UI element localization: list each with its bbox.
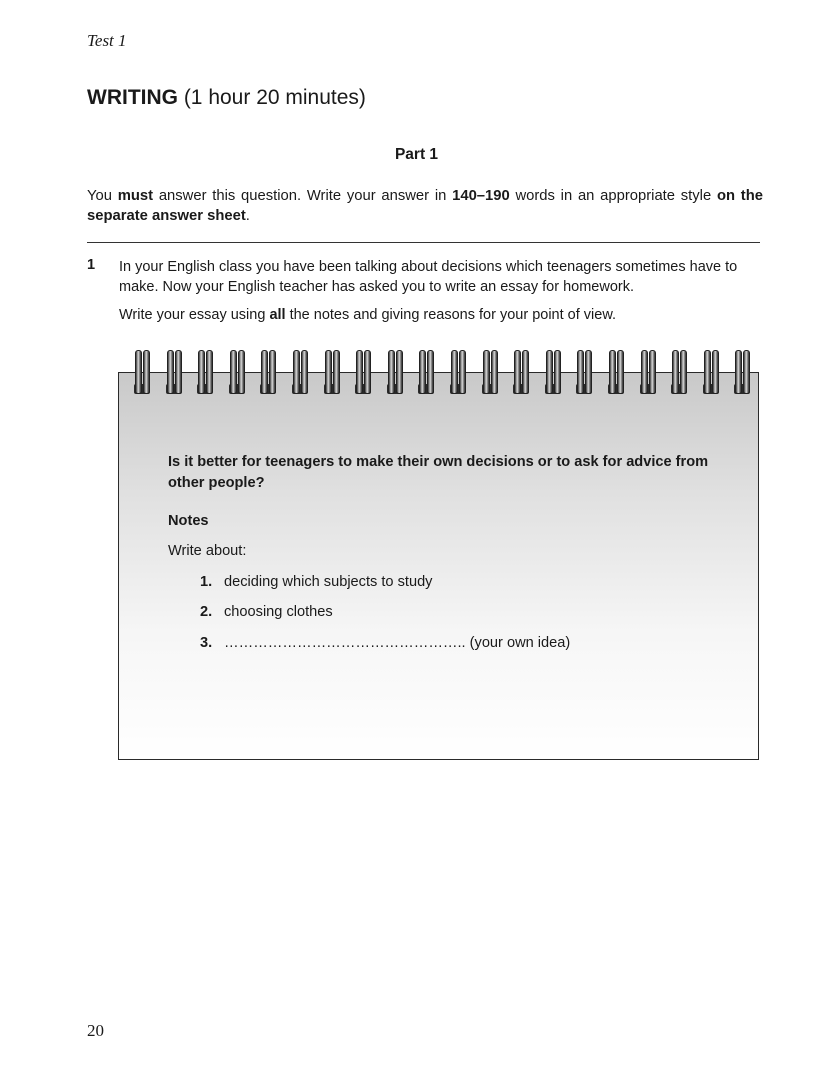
question-instruction-text-2: the notes and giving reasons for your point of view. (285, 307, 617, 323)
part-title: Part 1 (394, 146, 439, 163)
question-instruction-bold: all (269, 307, 286, 323)
spiral-ring (387, 348, 403, 398)
divider (87, 242, 760, 243)
spiral-ring (166, 348, 182, 398)
question-text: In your English class you have been talking about decisions which teenagers sometimes have to make. Now your English teacher has asked you to write an essay for homework. (119, 259, 738, 295)
instructions-text-4: . (245, 208, 250, 224)
spiral-binding (118, 348, 759, 400)
note-item-number: 2. (200, 604, 213, 620)
note-item-number: 1. (200, 574, 213, 590)
notes-label: Notes (168, 513, 209, 529)
spiral-ring (292, 348, 308, 398)
note-item (200, 574, 432, 590)
notepad-question: Is it better for teenagers to make their own decisions or to ask for advice from other people? (168, 454, 709, 491)
spiral-ring (260, 348, 276, 398)
section-title-duration: (1 hour 20 minutes) (177, 86, 366, 109)
question-instruction (119, 307, 616, 323)
write-about-label: Write about: (168, 543, 247, 559)
spiral-ring (197, 348, 213, 398)
question-number: 1 (87, 257, 96, 273)
note-item-text: ………………………………………….. (your own idea) (224, 635, 571, 651)
spiral-ring (545, 348, 561, 398)
spiral-ring (482, 348, 498, 398)
instructions-text-2: answer this question. Write your answer in (153, 188, 453, 204)
page-number: 20 (87, 1021, 104, 1040)
question-instruction-text-1: Write your essay using (119, 307, 270, 323)
note-item-number: 3. (200, 635, 213, 651)
spiral-ring (703, 348, 719, 398)
spiral-ring (324, 348, 340, 398)
running-head: Test 1 (87, 31, 127, 50)
spiral-ring (355, 348, 371, 398)
spiral-ring (576, 348, 592, 398)
instructions-bold-2: 140–190 (452, 188, 510, 204)
note-item-text: deciding which subjects to study (224, 574, 433, 590)
section-title-strong: WRITING (87, 86, 178, 109)
spiral-ring (229, 348, 245, 398)
section-title (87, 86, 366, 110)
notepad-card (118, 372, 759, 760)
spiral-ring (513, 348, 529, 398)
instructions-text-3: words in an appropriate style (509, 188, 717, 204)
note-item-text: choosing clothes (224, 604, 333, 620)
spiral-ring (671, 348, 687, 398)
spiral-ring (450, 348, 466, 398)
note-item (200, 635, 570, 651)
note-item (200, 604, 333, 620)
instructions-text-1: You (87, 188, 118, 204)
spiral-ring (608, 348, 624, 398)
spiral-ring (418, 348, 434, 398)
spiral-ring (640, 348, 656, 398)
instructions-bold-3: on the separate answer sheet (87, 188, 763, 224)
spiral-ring (134, 348, 150, 398)
instructions (87, 186, 763, 226)
spiral-ring (734, 348, 750, 398)
instructions-bold-1: must (117, 188, 154, 204)
